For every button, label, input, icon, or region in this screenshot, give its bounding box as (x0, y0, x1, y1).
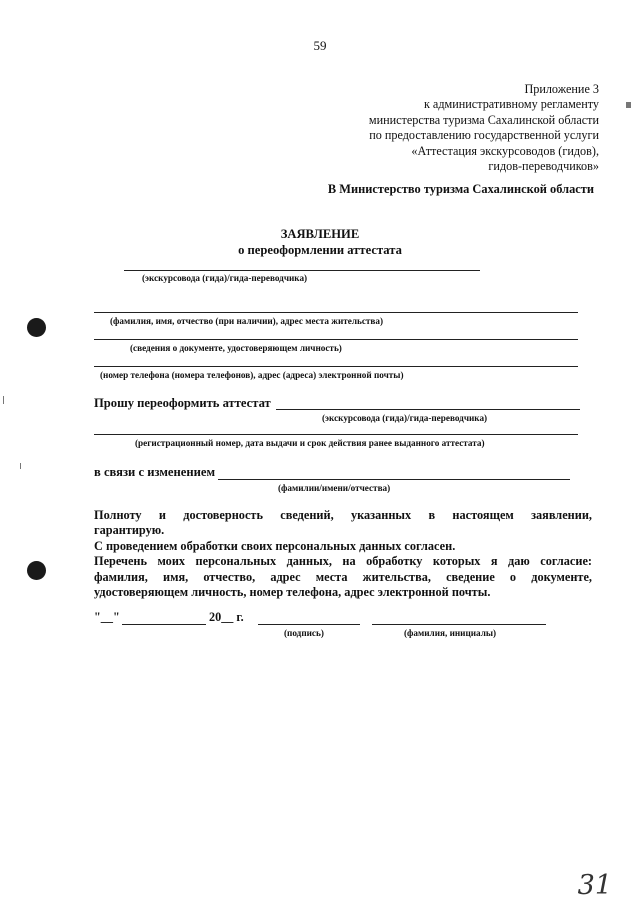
signature-field-line[interactable] (258, 624, 360, 625)
personal-data-line-3: удостоверяющем личность, номер телефона, адрес электронной почты. (94, 585, 491, 600)
year-prefix: 20 (209, 610, 222, 624)
consent-text: С проведением обработки своих персональных данных согласен. (94, 538, 456, 553)
id-document-field-line[interactable] (94, 339, 578, 340)
addressee: В Министерство туризма Сахалинской области (327, 182, 594, 196)
date-quote-open: " (94, 610, 101, 624)
guarantee-line-2: гарантирую. (94, 523, 165, 538)
year-blank: __ (221, 610, 234, 624)
request-label: Прошу переоформить аттестат (94, 396, 271, 410)
change-label: в связи с изменением (94, 465, 216, 479)
appendix-line: по предоставлению государственной услуги (369, 128, 599, 143)
guarantee-line-1: Полноту и достоверность сведений, указанных в настоящем заявлении, (94, 508, 592, 522)
name-address-field-line[interactable] (94, 312, 578, 313)
date-month-field-line[interactable] (122, 624, 206, 625)
title-main: ЗАЯВЛЕНИЕ (280, 227, 360, 241)
registration-caption: (регистрационный номер, дата выдачи и срок действия ранее выданного аттестата) (135, 438, 485, 448)
registration-field-line[interactable] (94, 434, 578, 435)
personal-data-line-1: Перечень моих персональных данных, на обработку которых я даю согласие: (94, 554, 592, 569)
appendix-line: министерства туризма Сахалинской области (368, 112, 599, 127)
scan-mark (626, 102, 631, 108)
date-quote-close: " (112, 610, 120, 624)
personal-data-line-2: фамилия, имя, отчество, адрес места жительства, сведение о документе, (94, 569, 592, 584)
contacts-field-line[interactable] (94, 366, 578, 367)
guide-type-caption: (экскурсовода (гида)/гида-переводчика) (142, 273, 308, 283)
appendix-line: «Аттестация экскурсоводов (гидов), (411, 143, 599, 158)
scan-mark (20, 463, 21, 469)
handwritten-sheet-number: 31 (577, 870, 612, 901)
contacts-caption: (номер телефона (номера телефонов), адрес (адреса) электронной почты) (100, 370, 404, 380)
change-field-line[interactable] (218, 479, 570, 480)
name-initials-caption: (фамилия, инициалы) (404, 628, 497, 638)
punch-hole-top (27, 318, 46, 337)
title-sub: о переоформлении аттестата (238, 243, 402, 257)
request-caption: (экскурсовода (гида)/гида-переводчика) (322, 413, 488, 423)
appendix-line: Приложение 3 (524, 82, 599, 96)
change-caption: (фамилии/имени/отчества) (278, 483, 391, 493)
statement-body (94, 508, 592, 600)
page-number: 59 (313, 38, 327, 53)
guide-type-field-line[interactable] (124, 270, 480, 271)
document-title (0, 226, 640, 258)
request-field-line[interactable] (276, 409, 580, 410)
id-document-caption: (сведения о документе, удостоверяющем личность) (130, 343, 342, 353)
date-day-field[interactable] (94, 610, 120, 625)
appendix-line: гидов-переводчиков» (488, 159, 599, 174)
punch-hole-bottom (27, 561, 46, 580)
signature-caption: (подпись) (284, 628, 324, 638)
scan-mark (3, 396, 4, 404)
appendix-line: к административному регламенту (423, 97, 599, 112)
year-suffix: г. (236, 610, 244, 624)
date-day-blank: __ (100, 610, 113, 624)
date-year-field[interactable] (209, 610, 244, 625)
name-address-caption: (фамилия, имя, отчество (при наличии), адрес места жительства) (110, 316, 384, 326)
appendix-header (299, 82, 599, 174)
name-initials-field-line[interactable] (372, 624, 546, 625)
